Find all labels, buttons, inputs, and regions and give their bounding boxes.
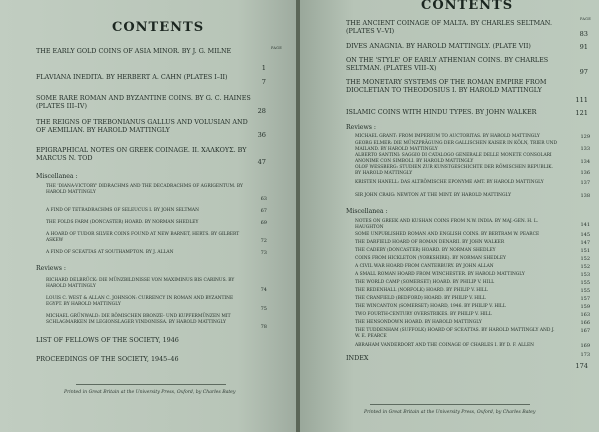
right-entry-1: THE ANCIENT COINAGE OF MALTA. BY CHARLES SELTMAN. (PLATES V–VI) [346, 19, 552, 36]
right-misc-11: THE WINCANTON (SOMERSET) HOARD, 1946. BY PHILIP V. HILL [355, 304, 506, 309]
left-entry-2: FLAVIANA INEDITA. BY HERBERT A. CAHN (PLATES I–II) [36, 73, 228, 81]
right-misc-1: NOTES ON GREEK AND KUSHAN COINS FROM N.W. INDIA. BY MAJ.-GEN. H. L. HAUGHTON [355, 219, 539, 230]
right-printer-line: Printed in Great Britain at the University Press, Oxford, by Charles Batey [364, 410, 536, 415]
right-page [300, 0, 599, 432]
right-misc-10-page: 157 [580, 296, 590, 302]
right-review-2: GEORG ELMER: DIE MÜNZPRÄGUNG DER GALLISCHEN KAISER IN KÖLN, TRIER UND MAILAND. BY HAROLD MATTINGLY [355, 141, 558, 152]
left-page-label: PAGE [271, 46, 283, 50]
right-misc-5-page: 152 [580, 256, 590, 262]
right-misc-2: SOME UNPUBLISHED ROMAN AND ENGLISH COINS. BY BERTRAM W. PEARCE [355, 232, 540, 237]
right-misc-2-page: 145 [580, 232, 590, 238]
right-end-page: 174 [575, 362, 588, 370]
right-misc-14-page: 167 [580, 328, 590, 334]
left-entry-5: EPIGRAPHICAL NOTES ON GREEK COINAGE. II. ΧΑΛΚΟΥΣ. BY MARCUS N. TOD [36, 146, 247, 163]
right-page-label: PAGE [580, 17, 592, 21]
left-misc-2: A FIND OF TETRADRACHMS OF SELEUCUS I. BY JOHN SELTMAN [46, 208, 199, 213]
left-misc-4: A HOARD OF TUDOR SILVER COINS FOUND AT NEW BARNET, HERTS. BY GILBERT ASKEW [46, 232, 240, 243]
left-entry-4-page: 36 [257, 131, 266, 139]
right-reviews-heading: Reviews : [346, 124, 376, 131]
left-review-1: RICHARD DELBRÜCK: DIE MÜNZBILDNISSE VON MAXIMINUS BIS CARINUS. BY HAROLD MATTINGLY [46, 278, 235, 289]
right-review-3: ALBERTO SANTINI: SAGGIO DI CATALOGO GENERALE DELLE MONETE CONSOLARI ANONIME CON SIMBOLI. BY HAROLD MATTINGLY [355, 153, 552, 164]
right-entry-2: DIVES ANAGNIA. BY HAROLD MATTINGLY. (PLATE VII) [346, 42, 531, 50]
right-misc-9-page: 155 [580, 288, 590, 294]
left-misc-5: A FIND OF SCEATTAS AT SOUTHAMPTON. BY J. ALLAN [46, 250, 174, 255]
left-printer-line: Printed in Great Britain at the University Press, Oxford, by Charles Batey [64, 390, 236, 395]
left-review-3: MICHAEL GRÜNWALD: DIE RÖMISCHEN BRONZE- UND KUPFERMÜNZEN MIT SCHLAGMARKEN IM LEGIONSLAGER VINDONISSA. BY HAROLD MATTINGLY [46, 314, 231, 325]
left-misc-3: THE FOLDS FARM (DONCASTER) HOARD. BY NORMAN SHEDLEY [46, 220, 199, 225]
right-entry-1-page: 83 [579, 30, 588, 38]
right-misc-4: THE CADEBY (DONCASTER) HOARD. BY NORMAN SHEDLEY [355, 248, 496, 253]
left-contents-title: CONTENTS [112, 20, 205, 35]
right-misc-13-page: 166 [580, 320, 590, 326]
right-bottom-rule [370, 404, 530, 405]
right-entry-4-page: 111 [575, 96, 588, 104]
left-review-1-page: 74 [260, 287, 267, 293]
right-misc-7-page: 153 [580, 272, 590, 278]
right-review-4: OLOF WESSBERG: STUDIEN ZUR KUNSTGESCHICHTE DER RÖMISCHEN REPUBLIK. BY HAROLD MATTINGLY [355, 165, 553, 176]
left-misc-4-page: 72 [260, 238, 267, 244]
left-entry-1: THE EARLY GOLD COINS OF ASIA MINOR. BY J. G. MILNE [36, 47, 232, 55]
left-misc-1-page: 63 [260, 196, 267, 202]
right-misc-15-page: 169 [580, 343, 590, 349]
right-review-3-page: 134 [580, 159, 590, 165]
right-review-5: KRISTEN HANELL: DAS ALTRÖMISCHE EPONYME AMT. BY HAROLD MATTINGLY [355, 180, 544, 185]
left-proceedings: PROCEEDINGS OF THE SOCIETY, 1945–46 [36, 355, 179, 363]
right-misc-8-page: 155 [580, 280, 590, 286]
right-entry-3: ON THE 'STYLE' OF EARLY ATHENIAN COINS. BY CHARLES SELTMAN. (PLATES VIII–X) [346, 56, 549, 73]
left-entry-5-page: 47 [257, 158, 266, 166]
right-misc-heading: Miscellanea : [346, 208, 388, 215]
right-misc-9: THE REDENHALL (NORFOLK) HOARD. BY PHILIP V. HILL [355, 288, 488, 293]
left-review-2-page: 75 [260, 306, 267, 312]
right-misc-6-page: 152 [580, 264, 590, 270]
right-misc-8: THE WORLD CAMP (SOMERSET) HOARD. BY PHILIP V. HILL [355, 280, 495, 285]
right-review-2-page: 133 [580, 146, 590, 152]
right-entry-3-page: 97 [579, 68, 588, 76]
left-review-2: LOUIS C. WEST & ALLAN C. JOHNSON: CURRENCY IN ROMAN AND BYZANTINE EGYPT. BY HAROLD MATTINGLY [46, 296, 234, 307]
right-misc-3-page: 147 [580, 240, 590, 246]
right-review-1: MICHAEL GRANT: FROM IMPERIUM TO AUCTORITAS. BY HAROLD MATTINGLY [355, 134, 540, 139]
left-reviews-heading: Reviews : [36, 265, 66, 272]
left-fellows-list: LIST OF FELLOWS OF THE SOCIETY, 1946 [36, 336, 179, 344]
left-entry-1-page: 1 [261, 64, 266, 72]
right-index-page: 173 [580, 352, 590, 358]
right-entry-4: THE MONETARY SYSTEMS OF THE ROMAN EMPIRE FROM DIOCLETIAN TO THEODOSIUS I. BY HAROLD MATTINGLY [346, 78, 547, 95]
right-contents-title: CONTENTS [421, 0, 514, 13]
left-review-3-page: 78 [260, 324, 267, 330]
right-index-label: INDEX [346, 354, 369, 362]
right-misc-1-page: 141 [580, 222, 590, 228]
right-entry-5-page: 121 [575, 109, 588, 117]
right-review-1-page: 129 [580, 134, 590, 140]
left-page [0, 0, 297, 432]
left-bottom-rule [76, 384, 226, 385]
right-misc-3: THE DARFIELD HOARD OF ROMAN DENARII. BY JOHN WALKER [355, 240, 505, 245]
left-entry-4: THE REIGNS OF TREBONIANUS GALLUS AND VOLUSIAN AND OF AEMILIAN. BY HAROLD MATTINGLY [36, 118, 248, 135]
right-misc-14: THE TUDDENHAM (SUFFOLK) HOARD OF SCEATTAS. BY HAROLD MATTINGLY AND J. W. E. PEARCE [355, 328, 555, 339]
right-misc-15: ABRAHAM VANDERDORT AND THE COINAGE OF CHARLES I. BY D. F. ALLEN [355, 343, 535, 348]
right-misc-5: COINS FROM HICKLETON (YORKSHIRE). BY NORMAN SHEDLEY [355, 256, 506, 261]
left-misc-2-page: 67 [260, 208, 267, 214]
right-misc-10: THE CRANFIELD (BEDFORD) HOARD. BY PHILIP V. HILL [355, 296, 486, 301]
right-misc-7: A SMALL ROMAN HOARD FROM WINCHESTER. BY HAROLD MATTINGLY [355, 272, 525, 277]
right-misc-6: A CIVIL WAR HOARD FROM CANTERBURY. BY JOHN ALLAN [355, 264, 494, 269]
right-entry-2-page: 91 [579, 43, 588, 51]
left-misc-1: THE 'DIANA-VICTORY' DIDRACHMS AND THE DECADRACHMS OF AGRIGENTUM. BY HAROLD MATTINGLY [46, 184, 243, 195]
right-misc-4-page: 151 [580, 248, 590, 254]
left-entry-2-page: 7 [261, 78, 266, 86]
right-review-4-page: 136 [580, 170, 590, 176]
right-misc-12-page: 163 [580, 312, 590, 318]
right-review-5-page: 137 [580, 180, 590, 186]
right-entry-5: ISLAMIC COINS WITH HINDU TYPES. BY JOHN WALKER [346, 108, 537, 116]
left-entry-3-page: 28 [257, 107, 266, 115]
left-misc-3-page: 69 [260, 220, 267, 226]
left-misc-5-page: 73 [260, 250, 267, 256]
right-misc-13: THE HENSONDOWN HOARD. BY HAROLD MATTINGLY [355, 320, 482, 325]
right-misc-12: TWO FOURTH-CENTURY OVERSTRIKES. BY PHILIP V. HILL [355, 312, 492, 317]
left-entry-3: SOME RARE ROMAN AND BYZANTINE COINS. BY G. C. HAINES (PLATES III–IV) [36, 94, 251, 111]
right-review-6-page: 138 [580, 193, 590, 199]
right-misc-11-page: 159 [580, 304, 590, 310]
right-review-6: SIR JOHN CRAIG: NEWTON AT THE MINT. BY HAROLD MATTINGLY [355, 193, 512, 198]
left-misc-heading: Miscellanea : [36, 173, 78, 180]
